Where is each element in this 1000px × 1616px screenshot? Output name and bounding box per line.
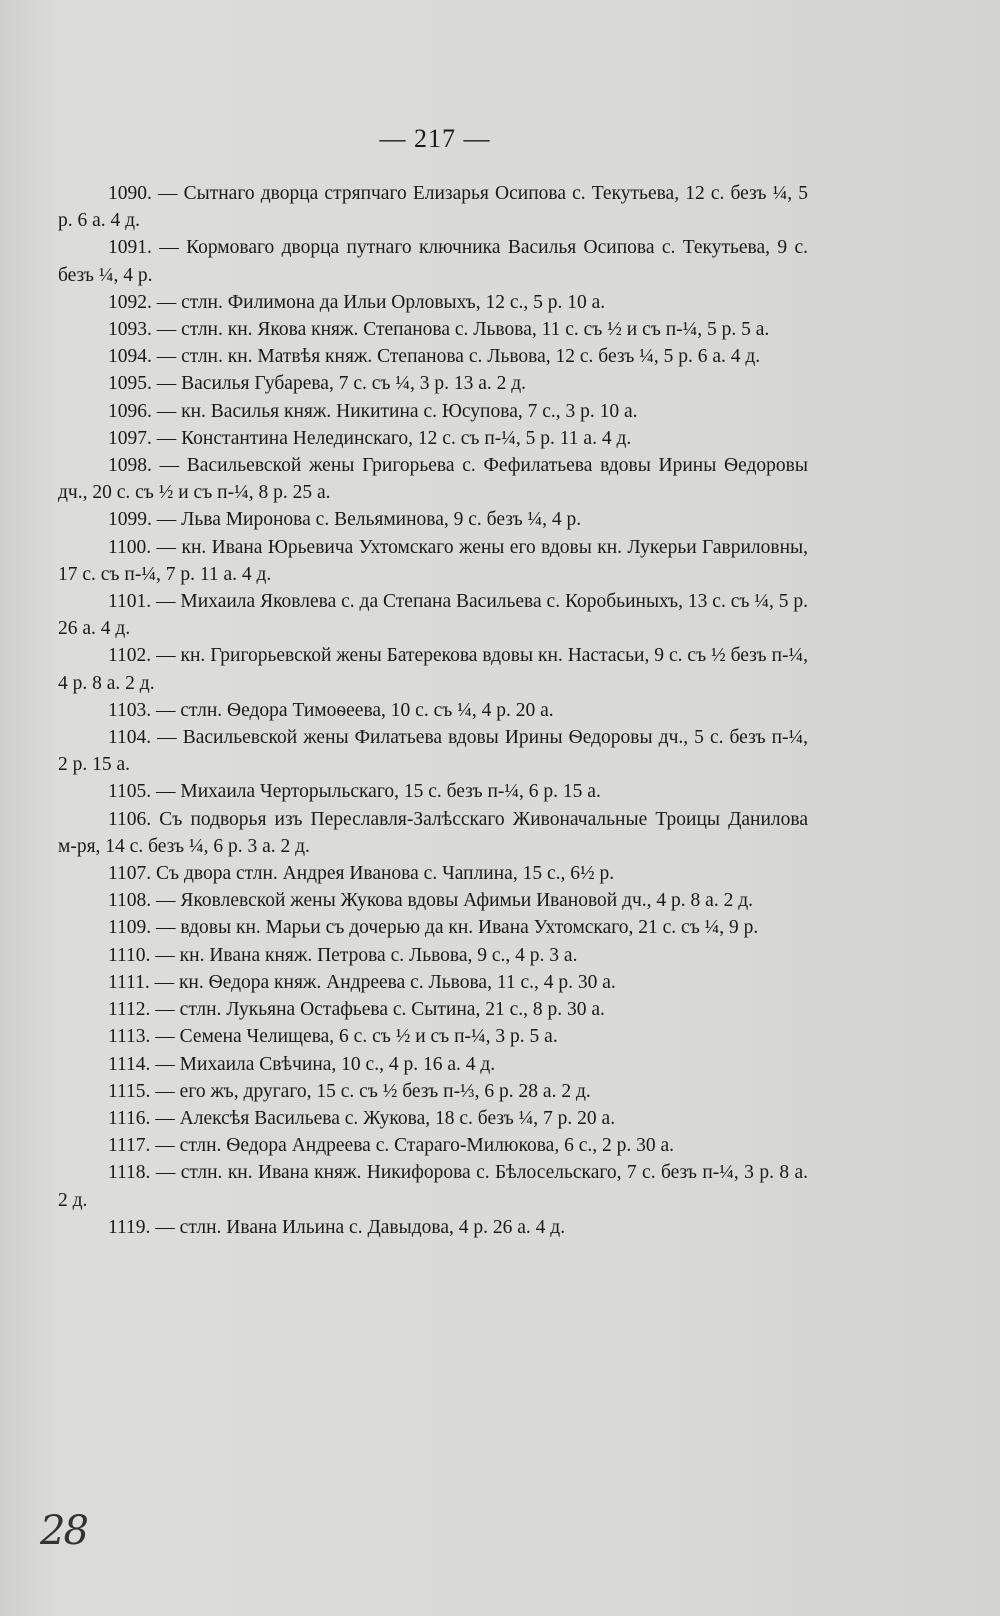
entry-paragraph: 1104. — Васильевской жены Филатьева вдовы Ирины Ѳедоровы дч., 5 с. безъ п-¼, 2 р. 15 а. xyxy=(58,727,808,776)
entry-paragraph: 1095. — Василья Губарева, 7 с. съ ¼, 3 р. 13 а. 2 д. xyxy=(108,373,527,395)
handwritten-margin-note: 28 xyxy=(40,1508,87,1554)
entry-paragraph: 1092. — стлн. Филимона да Ильи Орловыхъ, 12 с., 5 р. 10 а. xyxy=(108,291,606,313)
entry-paragraph: 1094. — стлн. кн. Матвѣя княж. Степанова с. Львова, 12 с. безъ ¼, 5 р. 6 а. 4 д. xyxy=(108,346,761,368)
entry-paragraph: 1118. — стлн. кн. Ивана княж. Никифорова с. Бѣлосельскаго, 7 с. безъ п-¼, 3 р. 8 а. 2 д. xyxy=(58,1162,808,1211)
entry-paragraph: 1119. — стлн. Ивана Ильина с. Давыдова, 4 р. 26 а. 4 д. xyxy=(108,1216,566,1238)
entry-paragraph: 1116. — Алексѣя Васильева с. Жукова, 18 с. безъ ¼, 7 р. 20 а. xyxy=(108,1107,616,1129)
entry-paragraph: 1091. — Кормоваго дворца путнаго ключника Василья Осипова с. Текутьева, 9 с. безъ ¼, 4 р. xyxy=(58,237,808,286)
entry-paragraph: 1102. — кн. Григорьевской жены Батерекова вдовы кн. Настасьи, 9 с. съ ½ безъ п-¼, 4 р. 8 а. 2 д. xyxy=(58,645,808,694)
entry-paragraph: 1099. — Льва Миронова с. Вельяминова, 9 с. безъ ¼, 4 р. xyxy=(108,509,582,531)
entry-paragraph: 1115. — его жъ, другаго, 15 с. съ ½ безъ п-⅓, 6 р. 28 а. 2 д. xyxy=(108,1080,591,1102)
entry-paragraph: 1098. — Васильевской жены Григорьева с. Фефилатьева вдовы Ирины Ѳедоровы дч., 20 с. съ ½ и съ п-¼, 8 р. 25 а. xyxy=(58,455,808,504)
entry-paragraph: 1109. — вдовы кн. Марьи съ дочерью да кн. Ивана Ухтомскаго, 21 с. съ ¼, 9 р. xyxy=(108,917,759,939)
entry-paragraph: 1117. — стлн. Ѳедора Андреева с. Стараго-Милюкова, 6 с., 2 р. 30 а. xyxy=(108,1135,675,1157)
entry-paragraph: 1090. — Сытнаго дворца стряпчаго Елизарья Осипова с. Текутьева, 12 с. безъ ¼, 5 р. 6 а. 4 д. xyxy=(58,183,808,232)
entry-paragraph: 1101. — Михаила Яковлева с. да Степана Васильева с. Коробьиныхъ, 13 с. съ ¼, 5 р. 26 а. 4 д. xyxy=(58,591,808,640)
entry-paragraph: 1100. — кн. Ивана Юрьевича Ухтомскаго жены его вдовы кн. Лукерьи Гавриловны, 17 с. съ п-¼, 7 р. 11 а. 4 д. xyxy=(58,536,808,585)
entry-paragraph: 1097. — Константина Нелединскаго, 12 с. съ п-¼, 5 р. 11 а. 4 д. xyxy=(108,427,632,449)
entry-paragraph: 1106. Съ подворья изъ Переславля-Залѣсскаго Живоначальные Троицы Данилова м-ря, 14 с. безъ ¼, 6 р. 3 а. 2 д. xyxy=(58,808,808,857)
entry-paragraph: 1105. — Михаила Черторыльскаго, 15 с. безъ п-¼, 6 р. 15 а. xyxy=(108,781,601,803)
entry-paragraph: 1096. — кн. Василья княж. Никитина с. Юсупова, 7 с., 3 р. 10 а. xyxy=(108,400,638,422)
entry-paragraph: 1108. — Яковлевской жены Жукова вдовы Афимьи Ивановой дч., 4 р. 8 а. 2 д. xyxy=(108,890,754,912)
entry-paragraph: 1113. — Семена Челищева, 6 с. съ ½ и съ п-¼, 3 р. 5 а. xyxy=(108,1026,558,1048)
entry-paragraph: 1114. — Михаила Свѣчина, 10 с., 4 р. 16 а. 4 д. xyxy=(108,1053,496,1075)
entry-paragraph: 1093. — стлн. кн. Якова княж. Степанова с. Львова, 11 с. съ ½ и съ п-¼, 5 р. 5 а. xyxy=(108,319,770,341)
entries-list xyxy=(58,180,808,1241)
page-number: — 217 — xyxy=(379,124,491,153)
entry-paragraph: 1110. — кн. Ивана княж. Петрова с. Львова, 9 с., 4 р. 3 а. xyxy=(108,944,578,966)
entry-paragraph: 1111. — кн. Ѳедора княж. Андреева с. Львова, 11 с., 4 р. 30 а. xyxy=(108,971,616,993)
entry-paragraph: 1103. — стлн. Ѳедора Тимоѳеева, 10 с. съ ¼, 4 р. 20 а. xyxy=(108,699,554,721)
entry-paragraph: 1112. — стлн. Лукьяна Остафьева с. Сытина, 21 с., 8 р. 30 а. xyxy=(108,999,605,1021)
entry-paragraph: 1107. Съ двора стлн. Андрея Иванова с. Чаплина, 15 с., 6½ р. xyxy=(108,863,615,885)
